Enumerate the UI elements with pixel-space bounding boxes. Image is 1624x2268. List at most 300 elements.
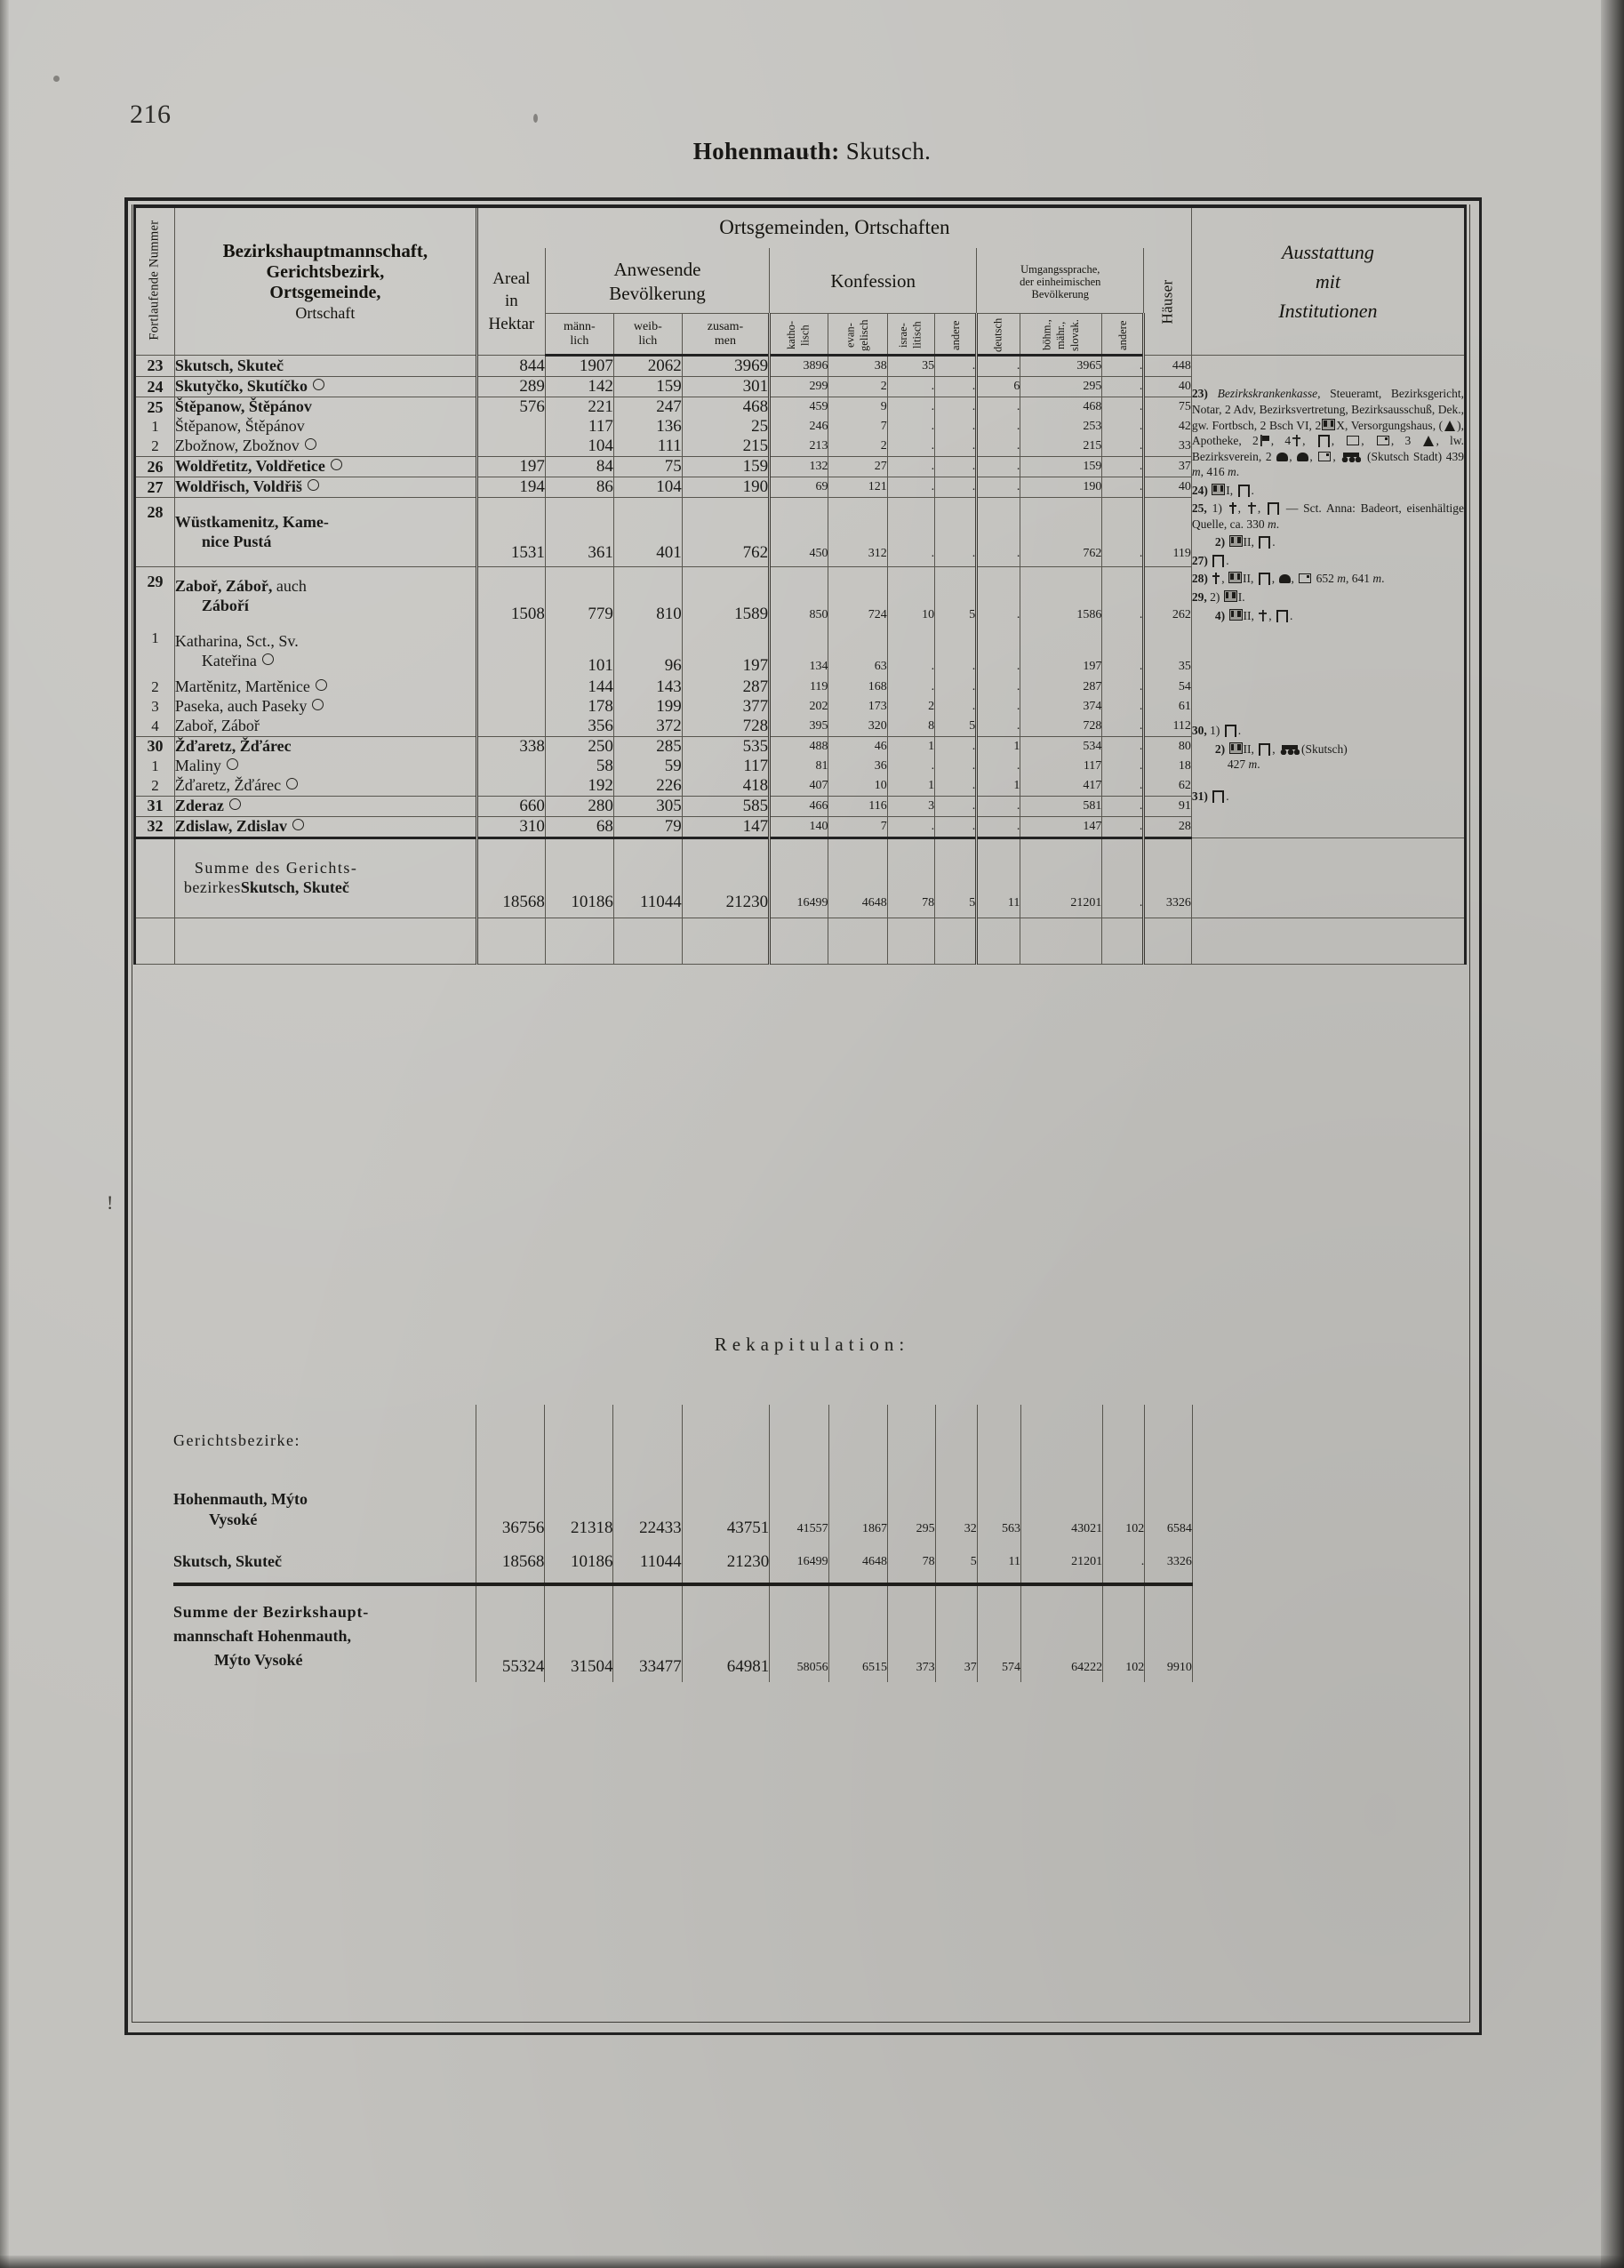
cell-female: 372 (613, 717, 682, 737)
row-place-label: Paseka, auch Paseky (174, 696, 308, 715)
inst-header-line3: Institutionen (1278, 300, 1378, 323)
col-header-other-confession: andere (935, 314, 977, 356)
school-icon (1229, 535, 1243, 547)
recap-czech: 21201 (1021, 1542, 1103, 1584)
cell-other-conf: . (935, 377, 977, 397)
recap-total-houses: 9910 (1145, 1590, 1193, 1682)
recap-total-line2: mannschaft Hohenmauth, (173, 1626, 352, 1645)
cell-german: . (977, 717, 1020, 737)
cell-evangelical: 63 (828, 626, 887, 677)
cell-areal (476, 776, 545, 797)
cell-catholic: 850 (770, 567, 828, 626)
school-icon (1229, 609, 1243, 621)
note-body: Steueramt, Bezirksgericht, Notar, 2 Adv, Bezirksvertretung, Bezirksausschuß, Dek., gw. Fortbsch, 2 Bsch VI, 2 X, Versorgungshaus, ( ), Apotheke, 2 , 4 , , , , 3 , lw. Bezirksverein, 2 , , , (Skutsch Stadt) 439 m, 416 m. (1191, 387, 1465, 479)
row-place-label: Žďaretz, Žďárec (174, 775, 282, 794)
settlement-circle-icon (312, 699, 324, 710)
cell-other-lang: . (1102, 736, 1144, 757)
cell-total: 215 (682, 437, 769, 457)
tail-areal (476, 918, 545, 964)
row-place-name (174, 417, 476, 437)
pillar-icon (1259, 536, 1270, 549)
pillar-icon (1268, 502, 1279, 515)
settlement-circle-icon (262, 653, 274, 665)
group-main-label: Ortsgemeinden, Ortschaften (719, 216, 950, 238)
cell-catholic: 202 (770, 697, 828, 717)
row-index: 3 (135, 697, 175, 717)
cell-houses: 119 (1144, 498, 1192, 567)
row-place-label: Zaboř, Záboř (174, 716, 260, 734)
summary-israelite: 78 (887, 837, 934, 918)
cell-male: 1907 (545, 356, 613, 377)
cell-other-conf: . (935, 796, 977, 816)
cell-other-lang: . (1102, 498, 1144, 567)
cell-areal: 338 (476, 736, 545, 757)
cell-areal (476, 626, 545, 677)
recap-total-czech: 64222 (1021, 1590, 1103, 1682)
cell-german: . (977, 757, 1020, 776)
recap-total-other-conf: 37 (935, 1590, 977, 1682)
cell-czech: 728 (1020, 717, 1102, 737)
cell-areal: 660 (476, 796, 545, 816)
cell-areal (476, 697, 545, 717)
cell-catholic: 299 (770, 377, 828, 397)
recap-row[interactable] (133, 1478, 1467, 1542)
cell-german: 6 (977, 377, 1020, 397)
cell-czech: 190 (1020, 477, 1102, 498)
cell-evangelical: 46 (828, 736, 887, 757)
place-header-line1: Bezirkshauptmannschaft, (222, 239, 428, 261)
cell-other-lang: . (1102, 677, 1144, 697)
cell-evangelical: 320 (828, 717, 887, 737)
recap-label-line2: Vysoké (209, 1511, 258, 1528)
cell-total: 585 (682, 796, 769, 816)
cell-female: 401 (613, 498, 682, 567)
recap-subtitle-spacer (133, 1405, 173, 1478)
row-index: 1 (135, 417, 175, 437)
summary-female: 11044 (613, 837, 682, 918)
cell-houses: 91 (1144, 796, 1192, 816)
cell-areal: 844 (476, 356, 545, 377)
school-icon (1322, 419, 1335, 430)
note-number: 29, (1191, 590, 1207, 605)
cell-catholic: 3896 (770, 356, 828, 377)
cell-total: 377 (682, 697, 769, 717)
cell-israelite: . (887, 417, 934, 437)
note-item: 28) , II, , , 652 m, 641 m. (1191, 572, 1385, 586)
recap-col-houses (1145, 1405, 1193, 1478)
cell-czech: 295 (1020, 377, 1102, 397)
cell-male: 192 (545, 776, 613, 797)
cell-other-lang: . (1102, 757, 1144, 776)
cell-other-conf: . (935, 477, 977, 498)
cell-german: 1 (977, 736, 1020, 757)
telephone-icon (1276, 453, 1288, 461)
lang-group-line3: Bevölkerung (1031, 287, 1090, 301)
cell-areal (476, 417, 545, 437)
cell-other-conf: . (935, 417, 977, 437)
cell-male: 144 (545, 677, 613, 697)
note-number: 23) (1191, 387, 1208, 401)
cell-catholic: 132 (770, 457, 828, 477)
cell-evangelical: 10 (828, 776, 887, 797)
cell-other-conf: . (935, 816, 977, 837)
cell-total: 535 (682, 736, 769, 757)
cell-total: 1589 (682, 567, 769, 626)
cell-houses: 112 (1144, 717, 1192, 737)
row-place-name (174, 437, 476, 457)
note-number: 28) (1191, 572, 1208, 586)
post-box-icon (1347, 436, 1359, 445)
station-icon (1318, 452, 1331, 461)
table-row[interactable] (135, 356, 1466, 377)
col-header-other-language: andere (1102, 314, 1144, 356)
summary-evangelical: 4648 (828, 837, 887, 918)
recap-catholic: 16499 (770, 1542, 828, 1584)
cell-male: 356 (545, 717, 613, 737)
cell-czech: 3965 (1020, 356, 1102, 377)
recap-row-spacer (133, 1542, 173, 1584)
cell-houses: 40 (1144, 377, 1192, 397)
cell-other-lang: . (1102, 417, 1144, 437)
row-place-label: Wüstkamenitz, Kame- (174, 512, 329, 531)
margin-tick: ! (107, 1191, 114, 1214)
recap-total-line3: Mýto Vysoké (214, 1650, 303, 1669)
col-header-place (174, 206, 476, 356)
recap-total-israelite: 373 (888, 1590, 936, 1682)
summary-label-line1: Summe des Gerichts- (194, 858, 358, 877)
row-index: 1 (135, 626, 175, 677)
cell-evangelical: 36 (828, 757, 887, 776)
row-place-label: Woldřisch, Voldřiš (174, 477, 302, 496)
recap-col-female (613, 1405, 682, 1478)
recap-female: 22433 (613, 1478, 682, 1542)
row-index: 28 (135, 498, 175, 567)
cell-israelite: . (887, 677, 934, 697)
railway-icon (1280, 745, 1300, 755)
tail-evan (828, 918, 887, 964)
pillar-icon (1212, 790, 1224, 803)
cell-other-conf: . (935, 757, 977, 776)
cell-israelite: 8 (887, 717, 934, 737)
cell-czech: 287 (1020, 677, 1102, 697)
pop-group-line1: Anwesende (613, 259, 701, 281)
cell-evangelical: 27 (828, 457, 887, 477)
recap-female: 11044 (613, 1542, 682, 1584)
gendarmerie-icon (1297, 453, 1308, 461)
bell-icon (1444, 421, 1455, 431)
cell-czech: 374 (1020, 697, 1102, 717)
recap-german: 11 (977, 1542, 1020, 1584)
note-item: 27) . (1191, 553, 1229, 567)
cell-catholic: 466 (770, 796, 828, 816)
recap-evangelical: 4648 (828, 1542, 887, 1584)
recap-other-conf: 32 (935, 1478, 977, 1542)
row-place-label: Woldřetitz, Voldřetice (174, 457, 325, 476)
cell-czech: 197 (1020, 626, 1102, 677)
row-place-name (174, 697, 476, 717)
cell-other-conf: . (935, 498, 977, 567)
cell-houses: 61 (1144, 697, 1192, 717)
row-index: 26 (135, 457, 175, 477)
cell-israelite: . (887, 437, 934, 457)
note-number: 24) (1191, 483, 1208, 497)
cell-evangelical: 121 (828, 477, 887, 498)
recap-total-evangelical: 6515 (828, 1590, 887, 1682)
cross-icon (1229, 502, 1236, 514)
row-place-label: Zaboř, Záboř, auch (174, 576, 307, 595)
cell-houses: 42 (1144, 417, 1192, 437)
tail-cath (770, 918, 828, 964)
recap-areal: 18568 (476, 1542, 545, 1584)
recap-male: 21318 (545, 1478, 613, 1542)
cell-male: 178 (545, 697, 613, 717)
row-place-name (174, 816, 476, 837)
settlement-circle-icon (227, 758, 238, 770)
row-place-name (174, 567, 476, 626)
row-place-name (174, 498, 476, 567)
cell-areal (476, 437, 545, 457)
cell-catholic: 488 (770, 736, 828, 757)
recap-houses: 6584 (1145, 1478, 1193, 1542)
summary-german: 11 (977, 837, 1020, 918)
cell-houses: 80 (1144, 736, 1192, 757)
running-head (0, 138, 1624, 165)
recap-male: 10186 (545, 1542, 613, 1584)
cell-german: . (977, 397, 1020, 418)
settlement-circle-icon (316, 679, 327, 691)
telegraph-icon (1377, 436, 1389, 445)
cell-total: 418 (682, 776, 769, 797)
recap-total-total: 64981 (682, 1590, 770, 1682)
cell-houses: 40 (1144, 477, 1192, 498)
cell-female: 159 (613, 377, 682, 397)
cell-catholic: 69 (770, 477, 828, 498)
summary-label-court: Skutsch, Skuteč (240, 878, 349, 896)
row-place-name (174, 776, 476, 797)
summary-other-lang: . (1102, 837, 1144, 918)
recap-other-lang: . (1103, 1542, 1145, 1584)
summary-total: 21230 (682, 837, 769, 918)
place-header-line3: Ortsgemeinde, (269, 283, 381, 303)
recap-total-label (173, 1590, 476, 1682)
cell-female: 96 (613, 626, 682, 677)
cell-areal (476, 717, 545, 737)
cell-catholic: 140 (770, 816, 828, 837)
cell-male: 142 (545, 377, 613, 397)
row-index: 2 (135, 677, 175, 697)
cell-other-lang: . (1102, 437, 1144, 457)
running-head-district: Hohenmauth: (692, 138, 840, 164)
church-icon (1292, 435, 1300, 446)
cell-catholic: 134 (770, 626, 828, 677)
recap-other-lang: 102 (1103, 1478, 1145, 1542)
lang-group-line1: Umgangssprache, (1020, 262, 1100, 276)
cell-evangelical: 2 (828, 437, 887, 457)
cell-other-lang: . (1102, 397, 1144, 418)
cell-israelite: 3 (887, 796, 934, 816)
col-header-israelite: israe- litisch (887, 314, 934, 356)
areal-line1: Areal (492, 268, 531, 288)
row-index: 31 (135, 796, 175, 816)
school-icon (1212, 484, 1225, 495)
cell-total: 147 (682, 816, 769, 837)
row-place-name (174, 397, 476, 418)
cell-other-lang: . (1102, 567, 1144, 626)
cell-areal: 289 (476, 377, 545, 397)
areal-line2: in (504, 292, 518, 311)
cell-other-lang: . (1102, 457, 1144, 477)
cell-total: 159 (682, 457, 769, 477)
row-place-label: Maliny (174, 756, 221, 774)
cell-total: 728 (682, 717, 769, 737)
col-header-czech: böhm., mähr., slovak. (1020, 314, 1102, 356)
cell-areal (476, 757, 545, 776)
cell-evangelical: 116 (828, 796, 887, 816)
cell-other-lang: . (1102, 776, 1144, 797)
cell-other-lang: . (1102, 796, 1144, 816)
cell-other-conf: 5 (935, 567, 977, 626)
cell-male: 117 (545, 417, 613, 437)
tail-houses (1144, 918, 1192, 964)
cell-evangelical: 7 (828, 816, 887, 837)
cell-german: . (977, 567, 1020, 626)
cell-israelite: . (887, 477, 934, 498)
settlement-circle-icon (308, 479, 319, 491)
row-place-label-cont: Kateřina (175, 652, 476, 671)
cell-male: 86 (545, 477, 613, 498)
recap-total-other-lang: 102 (1103, 1590, 1145, 1682)
cell-female: 199 (613, 697, 682, 717)
summary-label-line2: bezirkes (183, 878, 241, 896)
cell-female: 810 (613, 567, 682, 626)
recap-israelite: 295 (888, 1478, 936, 1542)
pillar-icon (1238, 485, 1250, 497)
cell-houses: 54 (1144, 677, 1192, 697)
cell-total: 117 (682, 757, 769, 776)
recap-row-label (173, 1478, 476, 1542)
col-header-group-ortsgemeinden (476, 206, 1191, 248)
pillar-icon (1259, 743, 1270, 756)
recapitulation-title: Rekapitulation: (714, 1334, 910, 1355)
cell-german: . (977, 796, 1020, 816)
cell-evangelical: 173 (828, 697, 887, 717)
pillar-icon (1212, 555, 1224, 567)
col-header-german: deutsch (977, 314, 1020, 356)
cell-male: 779 (545, 567, 613, 626)
note-item: 2) II, , (Skutsch) 427 m. (1214, 741, 1348, 772)
col-header-group-confession: Konfession (770, 248, 977, 314)
inst-header-line1: Ausstattung (1282, 241, 1374, 264)
cell-israelite: . (887, 626, 934, 677)
cell-evangelical: 2 (828, 377, 887, 397)
summary-catholic: 16499 (770, 837, 828, 918)
row-place-label: Katharina, Sct., Sv. (174, 631, 299, 650)
col-header-group-population (545, 248, 769, 314)
recap-czech: 43021 (1021, 1478, 1103, 1542)
row-place-name (174, 356, 476, 377)
inst-header-line2: mit (1315, 270, 1341, 293)
telephone-icon (1279, 574, 1291, 583)
cell-israelite: 10 (887, 567, 934, 626)
cell-german: . (977, 626, 1020, 677)
cell-catholic: 81 (770, 757, 828, 776)
scan-speck (533, 114, 538, 123)
recap-col-de (977, 1405, 1020, 1478)
cell-female: 104 (613, 477, 682, 498)
cell-houses: 448 (1144, 356, 1192, 377)
cell-female: 59 (613, 757, 682, 776)
note-number: 30, (1191, 724, 1207, 738)
note-item: 4) II, , . (1214, 608, 1293, 622)
row-index: 2 (135, 437, 175, 457)
cell-other-conf: 5 (935, 717, 977, 737)
scan-edge-left (0, 0, 9, 2268)
note-item: 24) I, . (1191, 483, 1254, 497)
settlement-circle-icon (331, 459, 342, 470)
row-index: 23 (135, 356, 175, 377)
school-icon (1229, 742, 1243, 754)
cell-other-conf: . (935, 697, 977, 717)
cell-houses: 35 (1144, 626, 1192, 677)
col-header-female: weib- lich (613, 314, 682, 356)
note-number: 25, (1191, 501, 1207, 516)
cell-german: . (977, 417, 1020, 437)
row-place-name (174, 717, 476, 737)
recap-total-line1: Summe der Bezirkshaupt- (173, 1602, 370, 1621)
cell-areal: 197 (476, 457, 545, 477)
cell-czech: 159 (1020, 457, 1102, 477)
tail-total (682, 918, 769, 964)
cell-german: . (977, 498, 1020, 567)
col-header-running-number: Fortlaufende Nummer (135, 206, 175, 356)
cell-male: 68 (545, 816, 613, 837)
cell-areal: 194 (476, 477, 545, 498)
recap-row[interactable] (133, 1542, 1467, 1584)
col-header-institutions (1191, 206, 1465, 356)
row-place-label: Skutyčko, Skutíčko (174, 377, 308, 396)
tail-isr (887, 918, 934, 964)
cell-male: 250 (545, 736, 613, 757)
cell-german: . (977, 477, 1020, 498)
cell-male: 361 (545, 498, 613, 567)
row-place-name (174, 736, 476, 757)
row-place-label: Zdislaw, Zdislav (174, 816, 287, 835)
row-place-name (174, 796, 476, 816)
cell-evangelical: 168 (828, 677, 887, 697)
cell-israelite: . (887, 377, 934, 397)
cell-israelite: . (887, 498, 934, 567)
note-italic: Bezirkskrankenkasse, (1217, 387, 1321, 401)
cell-catholic: 450 (770, 498, 828, 567)
cell-male: 221 (545, 397, 613, 418)
tail-lo (1102, 918, 1144, 964)
cell-german: . (977, 677, 1020, 697)
recap-row-spacer (133, 1478, 173, 1542)
church-icon (1259, 610, 1267, 621)
recap-col-oth (935, 1405, 977, 1478)
note-item: 2) II, . (1214, 535, 1276, 549)
summary-areal: 18568 (476, 837, 545, 918)
cell-houses: 75 (1144, 397, 1192, 418)
row-place-label: Skutsch, Skuteč (174, 356, 284, 374)
col-header-catholic: katho- lisch (770, 314, 828, 356)
scan-speck (53, 76, 60, 82)
main-table-container (133, 204, 1467, 965)
cell-israelite: . (887, 457, 934, 477)
recap-other-conf: 5 (935, 1542, 977, 1584)
row-place-name (174, 626, 476, 677)
cell-other-conf: . (935, 736, 977, 757)
